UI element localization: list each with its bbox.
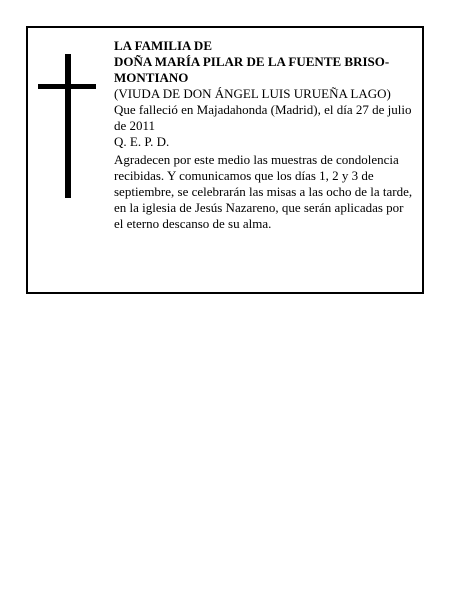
cross-icon — [38, 54, 96, 198]
death-line: Que falleció en Majadahonda (Madrid), el día 27 de julio de 2011 — [114, 102, 412, 133]
notice-text — [114, 38, 414, 232]
deceased-name: DOÑA MARÍA PILAR DE LA FUENTE BRISO-MONTIANO — [114, 54, 390, 85]
family-line: LA FAMILIA DE — [114, 38, 212, 53]
widow-line: (VIUDA DE DON ÁNGEL LUIS URUEÑA LAGO) — [114, 86, 391, 101]
qepd-line: Q. E. P. D. — [114, 134, 170, 149]
notice-message: Agradecen por este medio las muestras de condolencia recibidas. Y comunicamos que los días 1, 2 y 3 de septiembre, se celebrarán las misas a las ocho de la tarde, en la iglesia de Jesús Nazareno, que serán aplicadas por el eterno descanso de su alma. — [114, 152, 413, 231]
cross-vertical-bar — [65, 54, 71, 198]
cross-horizontal-bar — [38, 84, 96, 89]
